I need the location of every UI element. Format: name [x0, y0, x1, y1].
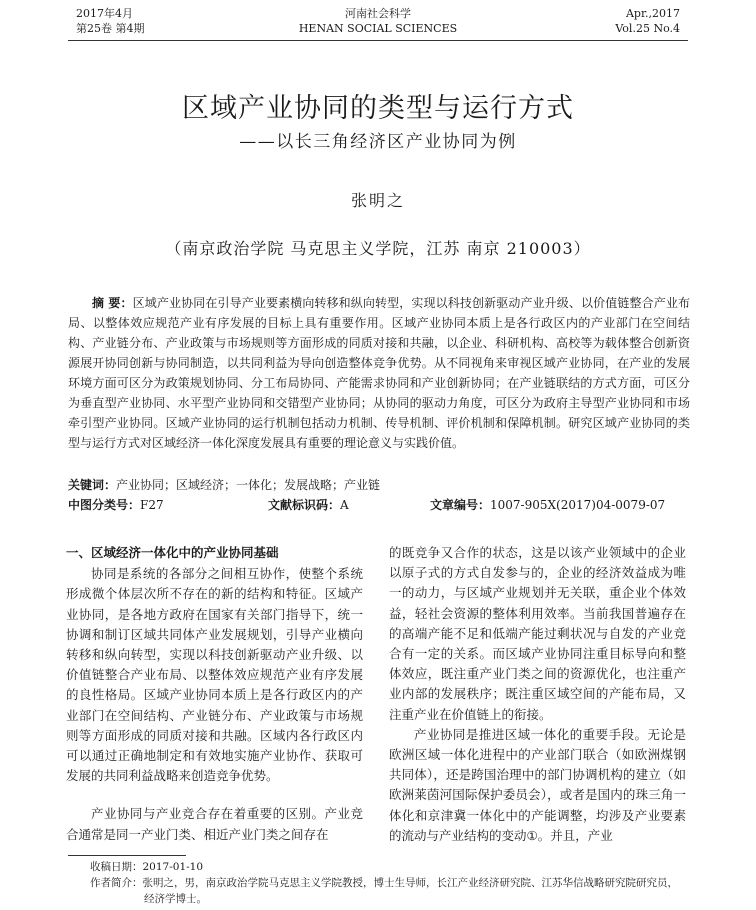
body-paragraph: 协同是系统的各部分之间相互协作，使整个系统形成微个体层次所不存在的新的结构和特征。区域产业协同，是各地方政府在国家有关部门指导下，统一协调和制订区域共同体产业发展规划，引导产业横向转移和纵向转型，实现以科技创新驱动产业升级、以价值链整合产业布局、以整体效应规范产业有序发展的良性格局。区域产业协同本质上是各行政区内的产业部门在空间结构、产业链分布、产业政策与市场规则等方面形成的同质对接和共融。区域内各行政区内可以通过正确地制定和有效地实施产业协作、获取可发展的共同利益战略来创造竞争优势。 — [66, 566, 363, 784]
header-volume-cn: 第25卷 第4期 — [76, 22, 145, 35]
article-no-value: 1007-905X(2017)04-0079-07 — [490, 498, 666, 512]
clc-label: 中图分类号： — [68, 498, 141, 512]
article-subtitle: ——以长三角经济区产业协同为例 — [239, 132, 517, 152]
footnote-received: 收稿日期：2017-01-10 — [90, 861, 204, 873]
doc-code-field — [268, 497, 349, 513]
body-paragraph: 产业协同是推进区域一体化的重要手段。无论是欧洲区域一体化进程中的产业部门联合（如欧洲煤钢共同体），还是跨国治理中的部门协调机构的建立（如欧洲莱茵河国际保护委员会），或者是国内的珠三角一体化和京津冀一体化中的产能调整，均涉及产业要素的流动与产业结构的变动①。并且，产业 — [389, 726, 686, 843]
header-rule — [68, 40, 688, 41]
keywords-text: 产业协同；区域经济；一体化；发展战略；产业链 — [116, 478, 381, 492]
abstract — [68, 293, 690, 453]
footnote-author-bio: 作者简介：张明之，男，南京政治学院马克思主义学院教授，博士生导师，长江产业经济研究院、江苏华信战略研究院研究员， — [90, 877, 678, 889]
footnote-rule — [68, 855, 186, 856]
header-left — [76, 6, 145, 36]
footnote-author-bio-cont: 经济学博士。 — [144, 893, 207, 905]
abstract-text: 区域产业协同在引导产业要素横向转移和纵向转型，实现以科技创新驱动产业升级、以价值链整合产业布局、以整体效应规范产业有序发展的目标上具有重要作用。区域产业协同本质上是各行政区内的产业部门在空间结构、产业链分布、产业政策与市场规则等方面形成的同质对接和共融，以企业、科研机构、高校等为载体整合创新资源展开协同创新与协同制造，以共同利益为导向创造整体竞争优势。从不同视角来审视区域产业协同，在产业的发展环境方面可区分为政策规划协同、分工布局协同、产能需求协同和产业创新协同；在产业链联结的方式方面，可区分为垂直型产业协同、水平型产业协同和交错型产业协同；从协同的驱动力角度，可区分为政府主导型产业协同和市场牵引型产业协同。区域产业协同的运行机制包括动力机制、传导机制、评价机制和保障机制。研究区域产业协同的类型与运行方式对区域经济一体化深度发展具有重要的理论意义与实践价值。 — [68, 296, 690, 450]
clc-field — [68, 497, 164, 513]
journal-name-cn: 河南社会科学 — [345, 7, 411, 20]
body-column-right — [389, 543, 686, 846]
author-affiliation: （南京政治学院 马克思主义学院，江苏 南京 210003） — [165, 239, 591, 258]
article-no-label: 文章编号： — [430, 498, 491, 512]
keywords-label: 关键词： — [68, 478, 117, 492]
journal-name-en: HENAN SOCIAL SCIENCES — [298, 22, 458, 35]
article-title: 区域产业协同的类型与运行方式 — [182, 93, 574, 124]
header-date-en: Apr.,2017 — [625, 7, 680, 20]
doc-code-value: A — [340, 498, 349, 512]
abstract-label: 摘 要： — [92, 296, 133, 310]
doc-code-label: 文献标识码： — [268, 498, 341, 512]
author-name: 张明之 — [350, 191, 405, 210]
header-right — [615, 6, 680, 36]
clc-value: F27 — [140, 498, 164, 512]
keywords — [68, 477, 690, 493]
body-paragraph: 的既竞争又合作的状态，这是以该产业领域中的企业以原子式的方式自发参与的，企业的经济效益成为唯一的动力，与区域产业规划并无关联，重企业个体效益，轻社会资源的整体利用效率。当前我国普遍存在的高端产能不足和低端产能过剩状况与自发的产业竞合有一定的关系。而区域产业协同注重目标导向和整体效应，既注重产业门类之间的资源优化，也注重产业内部的发展秩序；既注重区域空间的产能布局，又注重产业在价值链上的衔接。 — [389, 545, 686, 722]
header-date-cn: 2017年4月 — [76, 7, 133, 20]
article-no-field — [430, 497, 666, 513]
header-volume-en: Vol.25 No.4 — [615, 22, 680, 35]
body-column-left — [66, 543, 363, 845]
header-center — [278, 6, 478, 36]
section-heading: 一、区域经济一体化中的产业协同基础 — [66, 545, 279, 560]
body-paragraph: 产业协同与产业竞合存在着重要的区别。产业竞合通常是同一产业门类、相近产业门类之间存在 — [66, 806, 363, 842]
